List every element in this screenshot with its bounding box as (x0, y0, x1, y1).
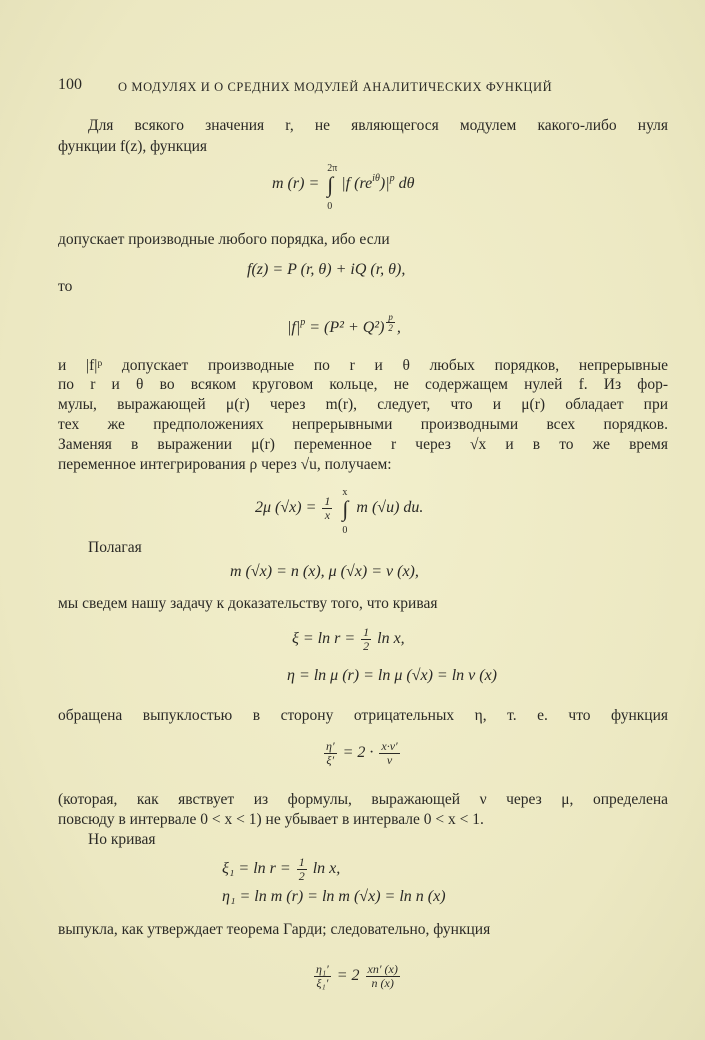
numerator: 1 (363, 625, 370, 639)
numerator: 1 (298, 855, 305, 869)
text-line: (которая, как явствует из формулы, выражающей ν через μ, определена (58, 791, 668, 808)
fraction (361, 626, 371, 653)
text-line: мулы, выражающей μ(r) через m(r), следует, что и μ(r) обладает при (58, 396, 668, 413)
formula-part: p (389, 173, 395, 184)
formula-mu-integral (255, 487, 424, 537)
integral-sign: ∫ x 0 (342, 499, 348, 519)
formula-xi (292, 626, 405, 653)
denominator: n (x) (371, 976, 394, 990)
formula-part: m (√u) du. (356, 499, 424, 517)
text-line: переменное интегрирования ρ через √u, получаем: (58, 456, 392, 473)
text-line: Заменяя в выражении μ(r) переменное r через √x и в то же время (58, 436, 668, 453)
denominator: 2 (363, 639, 370, 653)
text-line: допускает производные любого порядка, ибо если (58, 231, 390, 248)
running-title: О МОДУЛЯХ И О СРЕДНИХ МОДУЛЕЙ АНАЛИТИЧЕСКИХ ФУНКЦИЙ (118, 80, 553, 94)
fraction (297, 856, 307, 883)
formula-part: = 2 (336, 967, 360, 985)
formula-part: ln x, (312, 860, 341, 878)
formula-part: m (r) = (272, 175, 320, 192)
integral-sign: ∫ 2π 0 (327, 175, 333, 195)
formula-part: 2μ (√x) = (255, 499, 317, 517)
fraction (379, 740, 399, 767)
denominator: ν (386, 753, 393, 767)
fraction (314, 963, 331, 990)
denominator: x (324, 508, 331, 522)
text-line: Для всякого значения r, не являющегося модулем какого-либо нуля (88, 117, 668, 134)
text-line: функции f(z), функция (58, 138, 208, 155)
text-line: Но кривая (88, 831, 156, 848)
numerator: 1 (324, 494, 331, 508)
text-line: по r и θ во всяком круговом кольце, не содержащем нулей f. Из фор- (58, 376, 668, 393)
formula-f-split: f(z) = P (r, θ) + iQ (r, θ), (247, 261, 406, 278)
denominator: ξ′ (326, 753, 335, 767)
page-number: 100 (58, 76, 82, 93)
formula-xi1 (222, 856, 340, 883)
formula-part: |f| (287, 319, 301, 336)
formula-part: p (300, 317, 306, 328)
fraction (322, 495, 332, 522)
formula-part: , (396, 319, 401, 336)
lower-limit: 0 (342, 525, 348, 537)
formula-part: = 2 · (342, 744, 374, 762)
formula-ratio1 (312, 963, 402, 990)
fraction (386, 312, 395, 333)
formula-abs-p (287, 312, 401, 338)
numerator: η₁′ (316, 962, 329, 976)
text-line: то (58, 278, 73, 295)
numerator: xn′ (x) (367, 962, 398, 976)
formula-part: dθ (394, 175, 415, 192)
formula-part: = (P² + Q²) (305, 319, 385, 336)
text-line: мы сведем нашу задачу к доказательству того, что кривая (58, 595, 438, 612)
denominator: ξ₁′ (316, 976, 329, 990)
numerator: η′ (326, 739, 335, 753)
formula-part: iθ (372, 173, 380, 184)
fraction (324, 740, 337, 767)
formula-part: ξ = ln r = (292, 630, 356, 648)
numerator: p (388, 312, 393, 322)
formula-substitution: m (√x) = n (x), μ (√x) = ν (x), (230, 563, 419, 580)
lower-limit: 0 (327, 201, 333, 212)
text-line: и |f|ᵖ допускает производные по r и θ любых порядков, непрерывные (58, 357, 668, 374)
formula-part: |f (re (341, 175, 373, 192)
numerator: x·ν′ (381, 739, 398, 753)
denominator: 2 (298, 869, 305, 883)
text-line: выпукла, как утверждает теорема Гарди; следовательно, функция (58, 921, 491, 938)
formula-part: ξ₁ = ln r = (222, 860, 291, 878)
upper-limit: x (342, 487, 348, 499)
fraction (366, 963, 400, 990)
formula-m-definition (272, 163, 415, 212)
upper-limit: 2π (327, 163, 338, 174)
text-line: Полагая (88, 539, 142, 556)
denominator: 2 (388, 323, 393, 333)
formula-part: ln x, (377, 630, 405, 648)
text-line: тех же предположениях непрерывными производными всех порядков. (58, 416, 668, 433)
formula-ratio (322, 740, 402, 767)
formula-eta: η = ln μ (r) = ln μ (√x) = ln ν (x) (287, 667, 498, 684)
formula-eta1: η₁ = ln m (r) = ln m (√x) = ln n (x) (222, 888, 446, 905)
text-line: обращена выпуклостью в сторону отрицательных η, т. е. что функция (58, 707, 668, 724)
text-line: повсюду в интервале 0 < x < 1) не убывает в интервале 0 < x < 1. (58, 811, 484, 828)
formula-part: )| (379, 175, 390, 192)
